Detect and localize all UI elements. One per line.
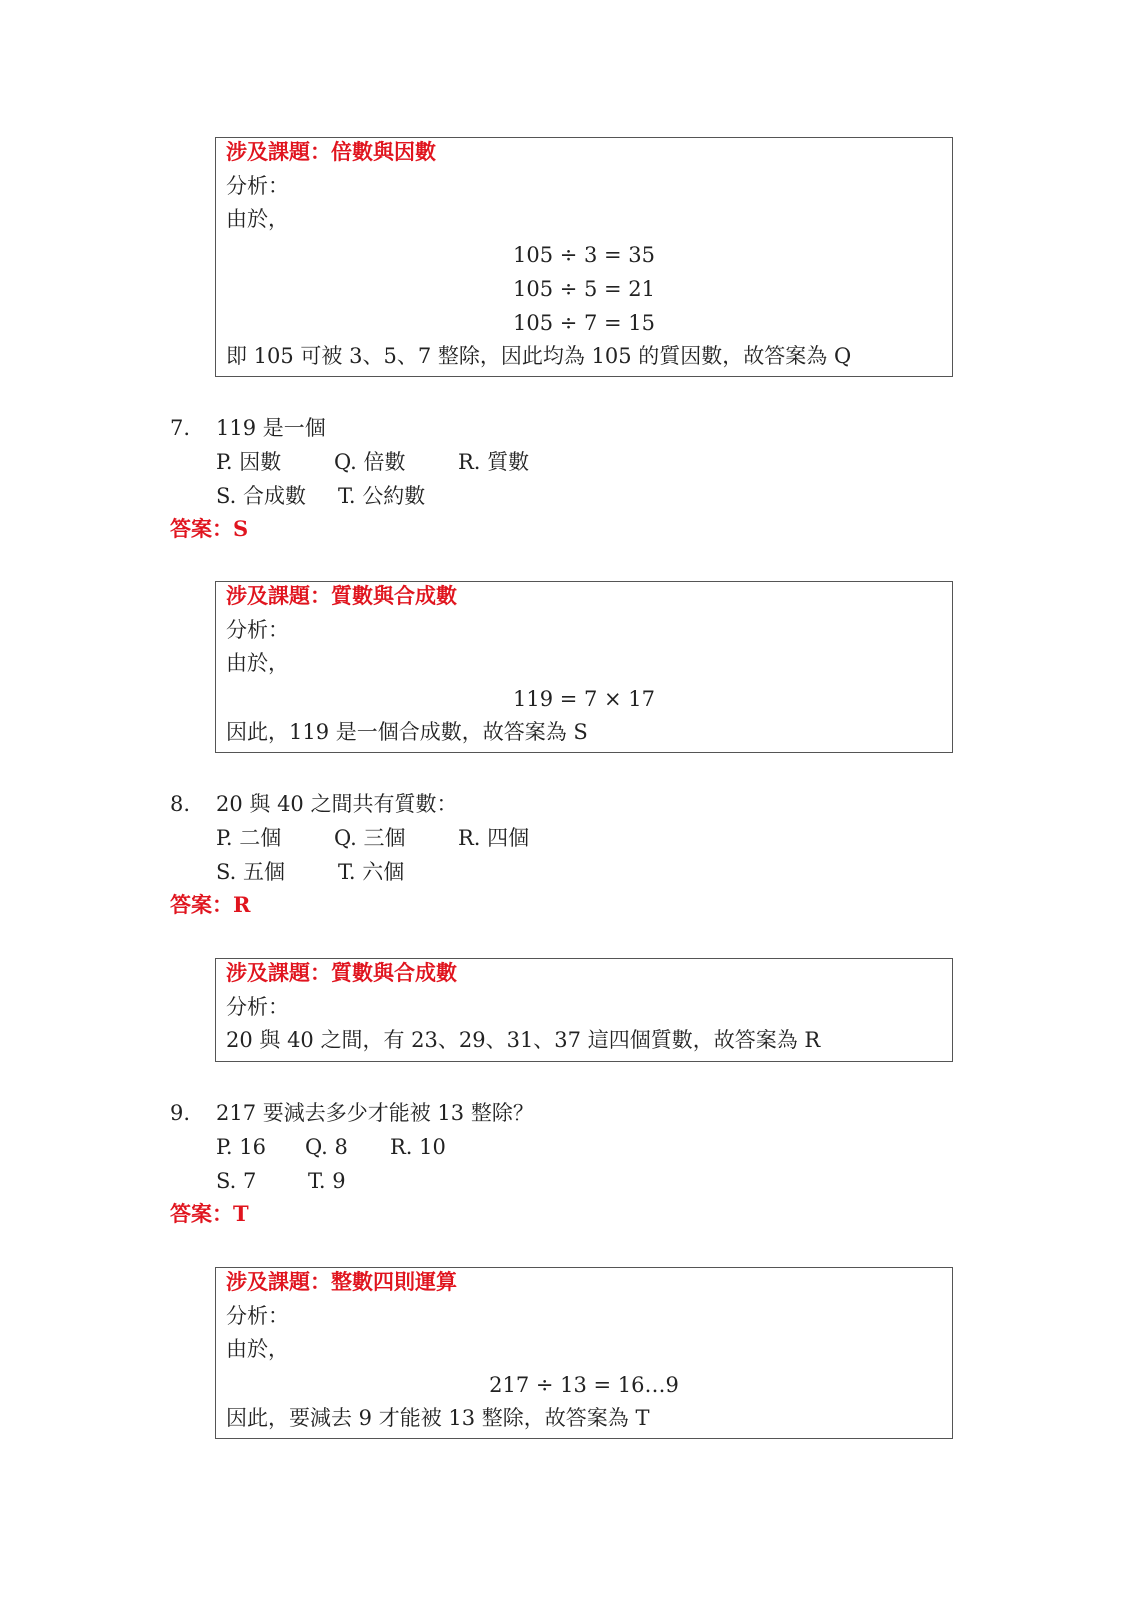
analysis-box-q7 (215, 581, 953, 753)
option-q: Q. 倍數 (334, 450, 406, 474)
since-label: 由於， (226, 1337, 289, 1361)
equation: 119 = 7 × 17 (512, 687, 656, 711)
option-r: R. 四個 (458, 826, 530, 850)
equation: 105 ÷ 3 = 35 (512, 243, 656, 267)
option-q: Q. 三個 (334, 826, 406, 850)
analysis-label: 分析： (226, 174, 289, 198)
option-s: S. 7 (216, 1169, 257, 1193)
topic-heading: 涉及課題：質數與合成數 (226, 583, 457, 608)
option-p: P. 二個 (216, 826, 282, 850)
equation: 217 ÷ 13 = 16…9 (489, 1373, 679, 1397)
option-p: P. 因數 (216, 450, 282, 474)
equation: 105 ÷ 5 = 21 (512, 277, 656, 301)
conclusion: 因此，119 是一個合成數，故答案為 S (226, 720, 588, 744)
topic-heading: 涉及課題：質數與合成數 (226, 960, 457, 985)
question-text: 119 是一個 (216, 416, 326, 440)
analysis-label: 分析： (226, 618, 289, 642)
question-number: 8. (170, 792, 191, 816)
option-q: Q. 8 (305, 1135, 348, 1159)
analysis-label: 分析： (226, 995, 289, 1019)
question-text: 217 要減去多少才能被 13 整除？ (216, 1101, 534, 1125)
option-s: S. 合成數 (216, 484, 306, 508)
option-s: S. 五個 (216, 860, 285, 884)
conclusion: 因此，要減去 9 才能被 13 整除，故答案為 T (226, 1406, 650, 1430)
option-t: T. 9 (308, 1169, 346, 1193)
option-r: R. 質數 (458, 450, 530, 474)
topic-heading: 涉及課題：倍數與因數 (226, 139, 436, 164)
answer: 答案：T (170, 1201, 249, 1226)
equation: 105 ÷ 7 = 15 (512, 311, 656, 335)
topic-heading: 涉及課題：整數四則運算 (226, 1269, 457, 1294)
answer: 答案：R (170, 892, 251, 917)
analysis-box-q9 (215, 1267, 953, 1439)
since-label: 由於， (226, 207, 289, 231)
question-text: 20 與 40 之間共有質數： (216, 792, 458, 816)
question-number: 7. (170, 416, 191, 440)
option-r: R. 10 (390, 1135, 446, 1159)
since-label: 由於， (226, 651, 289, 675)
analysis-box-q8 (215, 958, 953, 1062)
analysis-box-q6 (215, 137, 953, 377)
conclusion: 20 與 40 之間，有 23、29、31、37 這四個質數，故答案為 R (226, 1028, 821, 1052)
option-t: T. 六個 (338, 860, 405, 884)
option-t: T. 公約數 (338, 484, 426, 508)
option-p: P. 16 (216, 1135, 266, 1159)
analysis-label: 分析： (226, 1304, 289, 1328)
question-number: 9. (170, 1101, 191, 1125)
answer: 答案：S (170, 516, 249, 541)
conclusion: 即 105 可被 3、5、7 整除，因此均為 105 的質因數，故答案為 Q (226, 344, 852, 368)
